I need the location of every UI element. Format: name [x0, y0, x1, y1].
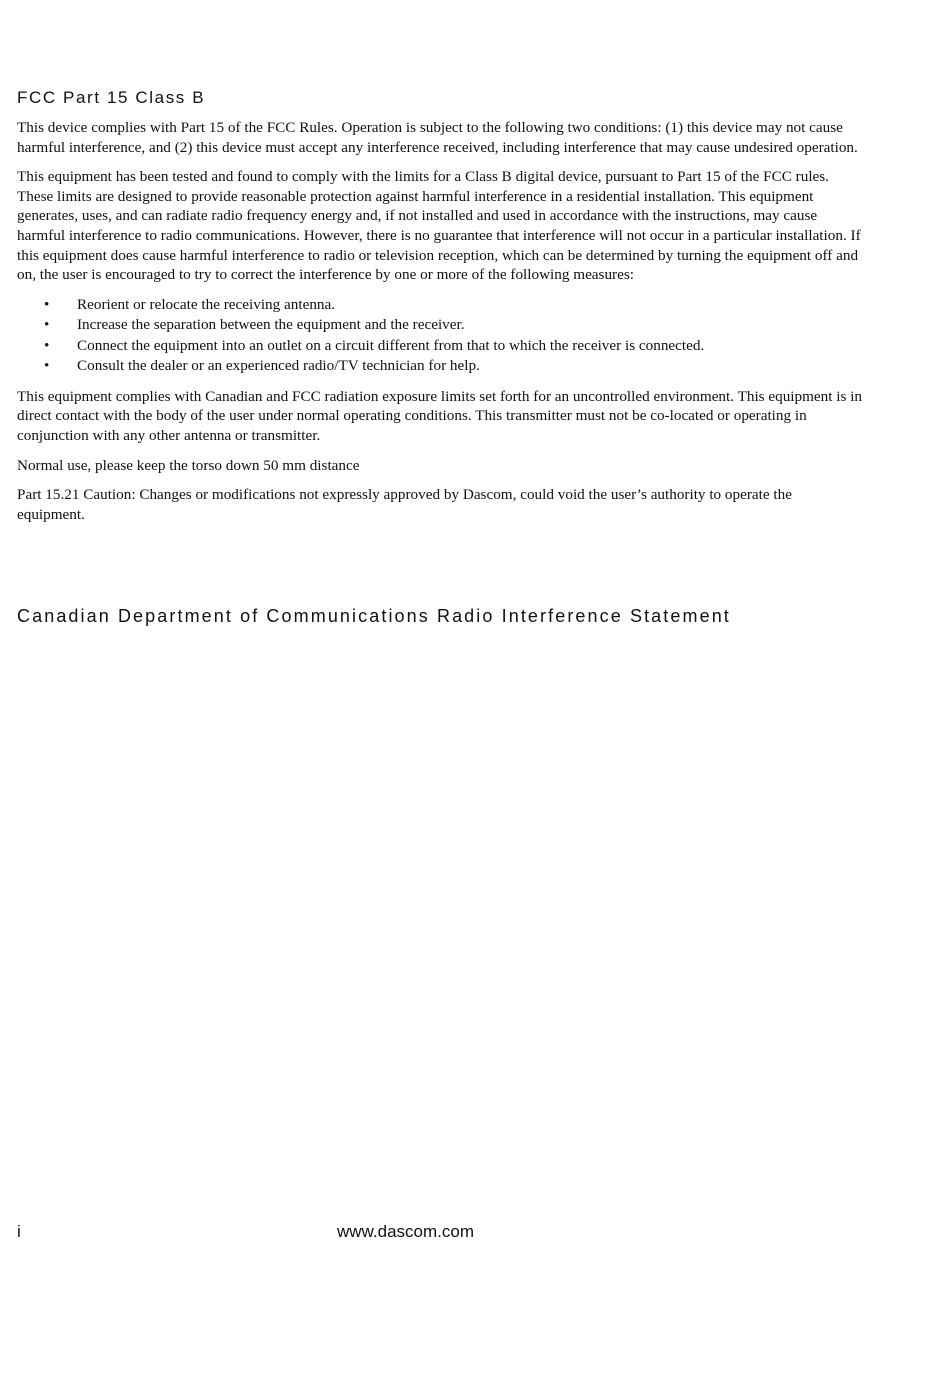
fcc-paragraph-caution: Part 15.21 Caution: Changes or modifications not expressly approved by Dascom, could void the user’s authority to operate the equipment.	[17, 486, 792, 523]
measure-text: Consult the dealer or an experienced radio/TV technician for help.	[77, 357, 480, 375]
list-item	[17, 336, 862, 357]
fcc-paragraph-radiation-exposure: This equipment complies with Canadian and FCC radiation exposure limits set forth for an uncontrolled environment. This equipment is in direct contact with the body of the user under normal operating conditions. This transmitter must not be co-located or operating in conjunction with any other antenna or transmitter.	[17, 387, 863, 444]
fcc-paragraph-normal-use: Normal use, please keep the torso down 50 mm distance	[17, 456, 360, 474]
fcc-heading: FCC Part 15 Class B	[17, 88, 206, 107]
bullet-icon: •	[44, 336, 50, 354]
canada-heading: Canadian Department of Communications Radio Interference Statement	[17, 606, 731, 626]
measure-text: Reorient or relocate the receiving antenna.	[77, 295, 336, 313]
measures-list	[17, 295, 862, 377]
measure-text: Connect the equipment into an outlet on a circuit different from that to which the receiver is connected.	[77, 336, 705, 354]
fcc-body	[17, 118, 862, 534]
bullet-icon: •	[44, 295, 50, 313]
measure-text: Increase the separation between the equipment and the receiver.	[77, 316, 465, 334]
page-number: i	[17, 1222, 21, 1241]
list-item	[17, 295, 862, 316]
fcc-paragraph-class-b-limits: This equipment has been tested and found to comply with the limits for a Class B digital device, pursuant to Part 15 of the FCC rules. These limits are designed to provide reasonable protection against harmful interference in a residential installation. This equipment generates, uses, and can radiate radio frequency energy and, if not installed and used in accordance with the instructions, may cause harmful interference to radio communications. However, there is no guarantee that interference will not occur in a particular installation. If this equipment does cause harmful interference to radio or television reception, which can be determined by turning the equipment off and on, the user is encouraged to try to correct the interference by one or more of the following measures:	[17, 168, 861, 284]
fcc-paragraph-conditions: This device complies with Part 15 of the FCC Rules. Operation is subject to the following two conditions: (1) this device may not cause harmful interference, and (2) this device must accept any interference received, including interference that may cause undesired operation.	[17, 119, 858, 156]
list-item	[17, 315, 862, 336]
footer-url: www.dascom.com	[337, 1222, 474, 1241]
bullet-icon: •	[44, 357, 50, 375]
list-item	[17, 356, 862, 377]
bullet-icon: •	[44, 316, 50, 334]
